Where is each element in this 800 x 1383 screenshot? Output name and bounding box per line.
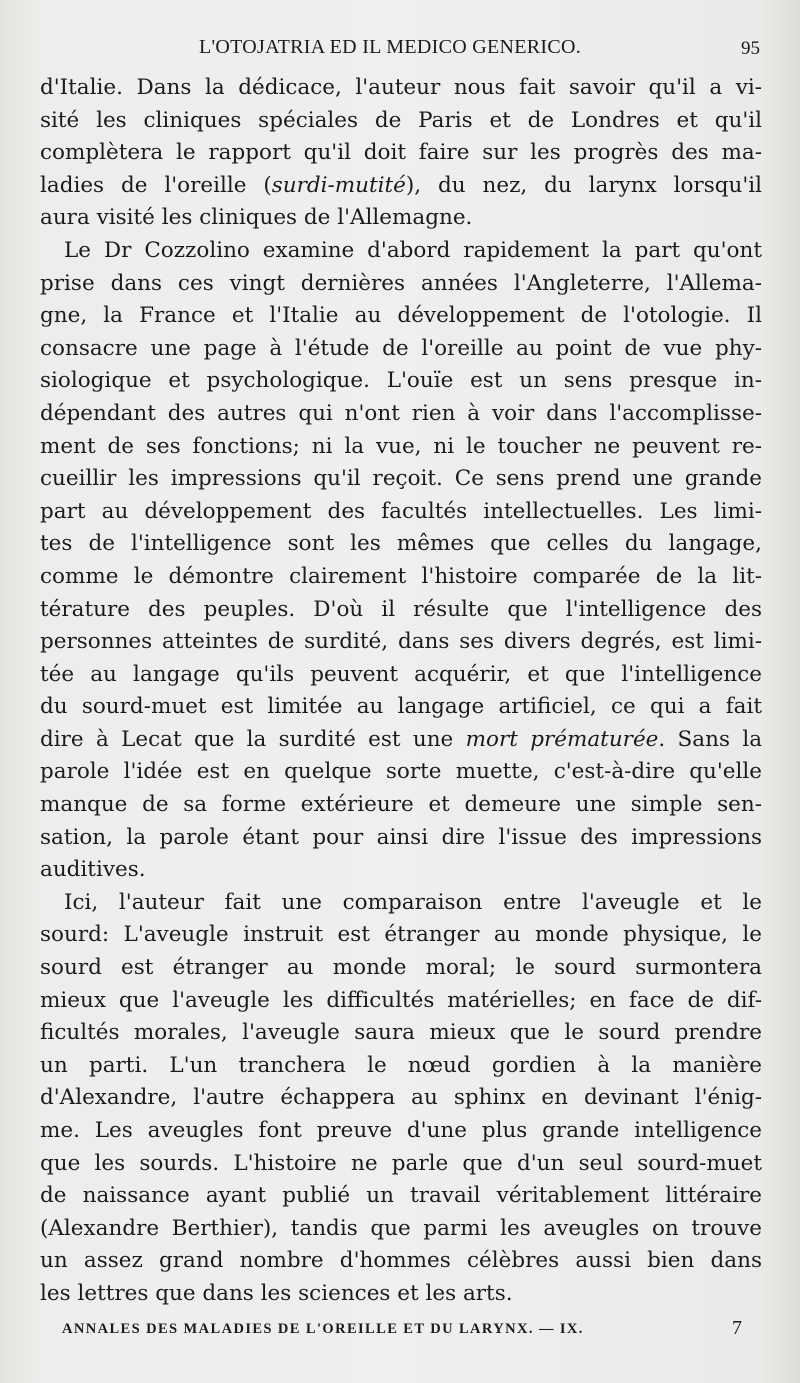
- italic-phrase: surdi-mutité: [271, 172, 406, 198]
- text-line: un assez grand nombre d'hommes célèbres aussi bien dans: [40, 1248, 762, 1274]
- text-line: personnes atteintes de surdité, dans ses divers degrés, est limi-: [40, 629, 762, 655]
- text-segment: dire à Lecat que la surdité est une: [40, 726, 466, 752]
- text-line: ficultés morales, l'aveugle saura mieux que le sourd prendre: [40, 1020, 762, 1046]
- text-segment: . Sans la: [658, 726, 763, 752]
- italic-phrase: mort prématurée: [465, 726, 659, 752]
- body-text: [40, 72, 762, 1311]
- text-line: sation, la parole étant pour ainsi dire l'issue des impressions: [40, 824, 762, 850]
- running-head: [40, 36, 760, 60]
- text-line: [40, 724, 762, 757]
- text-line: ment de ses fonctions; ni la vue, ni le toucher ne peuvent re-: [40, 433, 762, 459]
- text-line: sité les cliniques spéciales de Paris et de Londres et qu'il: [40, 107, 762, 133]
- text-line: du sourd-muet est limitée au langage artificiel, ce qui a fait: [40, 694, 762, 720]
- text-line: un parti. L'un tranchera le nœud gordien à la manière: [40, 1052, 762, 1078]
- text-line: [40, 170, 762, 203]
- text-line: tes de l'intelligence sont les mêmes que celles du langage,: [40, 531, 762, 557]
- text-segment: ), du nez, du larynx lorsqu'il: [405, 172, 762, 198]
- text-line: tée au langage qu'ils peuvent acquérir, et que l'intelligence: [40, 661, 762, 687]
- text-line: parole l'idée est en quelque sorte muette, c'est-à-dire qu'elle: [40, 759, 762, 785]
- paragraph: [40, 887, 762, 1311]
- signature-mark: 7: [732, 1317, 742, 1339]
- text-line: siologique et psychologique. L'ouïe est un sens presque in-: [40, 368, 762, 394]
- text-line: térature des peuples. D'où il résulte que l'intelligence des: [40, 596, 762, 622]
- text-line: aura visité les cliniques de l'Allemagne.: [40, 205, 473, 231]
- text-segment: ladies de l'oreille (: [40, 172, 272, 198]
- running-title: L'OTOJATRIA ED IL MEDICO GENERICO.: [198, 36, 582, 58]
- page-number: 95: [741, 38, 760, 59]
- text-line: me. Les aveugles font preuve d'une plus grande intelligence: [40, 1118, 762, 1143]
- text-line: d'Italie. Dans la dédicace, l'auteur nous fait savoir qu'il a vi-: [40, 75, 762, 100]
- text-line: d'Alexandre, l'autre échappera au sphinx en devinant l'énig-: [40, 1085, 762, 1111]
- text-line: les lettres que dans les sciences et les arts.: [40, 1280, 513, 1306]
- text-line: auditives.: [40, 857, 146, 883]
- text-line: consacre une page à l'étude de l'oreille au point de vue phy-: [40, 335, 762, 361]
- text-line: comme le démontre clairement l'histoire comparée de la lit-: [40, 563, 762, 589]
- text-line: part au développement des facultés intellectuelles. Les limi-: [40, 498, 762, 524]
- text-line: (Alexandre Berthier), tandis que parmi les aveugles on trouve: [40, 1215, 762, 1241]
- text-line: que les sourds. L'histoire ne parle que d'un seul sourd-muet: [40, 1150, 762, 1176]
- text-line: complètera le rapport qu'il doit faire sur les progrès des ma-: [40, 140, 762, 166]
- text-line: cueillir les impressions qu'il reçoit. Ce sens prend une grande: [40, 466, 762, 492]
- text-line: sourd est étranger au monde moral; le sourd surmontera: [40, 955, 762, 981]
- page-footer: [62, 1317, 742, 1341]
- journal-footer-line: ANNALES DES MALADIES DE L'OREILLE ET DU LARYNX. — IX.: [62, 1321, 584, 1337]
- text-line: sourd: L'aveugle instruit est étranger au monde physique, le: [40, 922, 762, 948]
- text-line: Le Dr Cozzolino examine d'abord rapidement la part qu'ont: [64, 237, 762, 263]
- paragraph: [40, 72, 762, 235]
- text-line: dépendant des autres qui n'ont rien à voir dans l'accomplisse-: [40, 400, 762, 426]
- text-line: Ici, l'auteur fait une comparaison entre l'aveugle et le: [64, 889, 762, 915]
- text-line: mieux que l'aveugle les difficultés matérielles; en face de dif-: [40, 987, 762, 1013]
- text-line: de naissance ayant publié un travail véritablement littéraire: [40, 1183, 762, 1209]
- text-line: manque de sa forme extérieure et demeure une simple sen-: [40, 792, 762, 818]
- text-line: gne, la France et l'Italie au développement de l'otologie. Il: [40, 303, 762, 329]
- paragraph: [40, 235, 762, 887]
- text-line: prise dans ces vingt dernières années l'Angleterre, l'Allema-: [40, 270, 762, 296]
